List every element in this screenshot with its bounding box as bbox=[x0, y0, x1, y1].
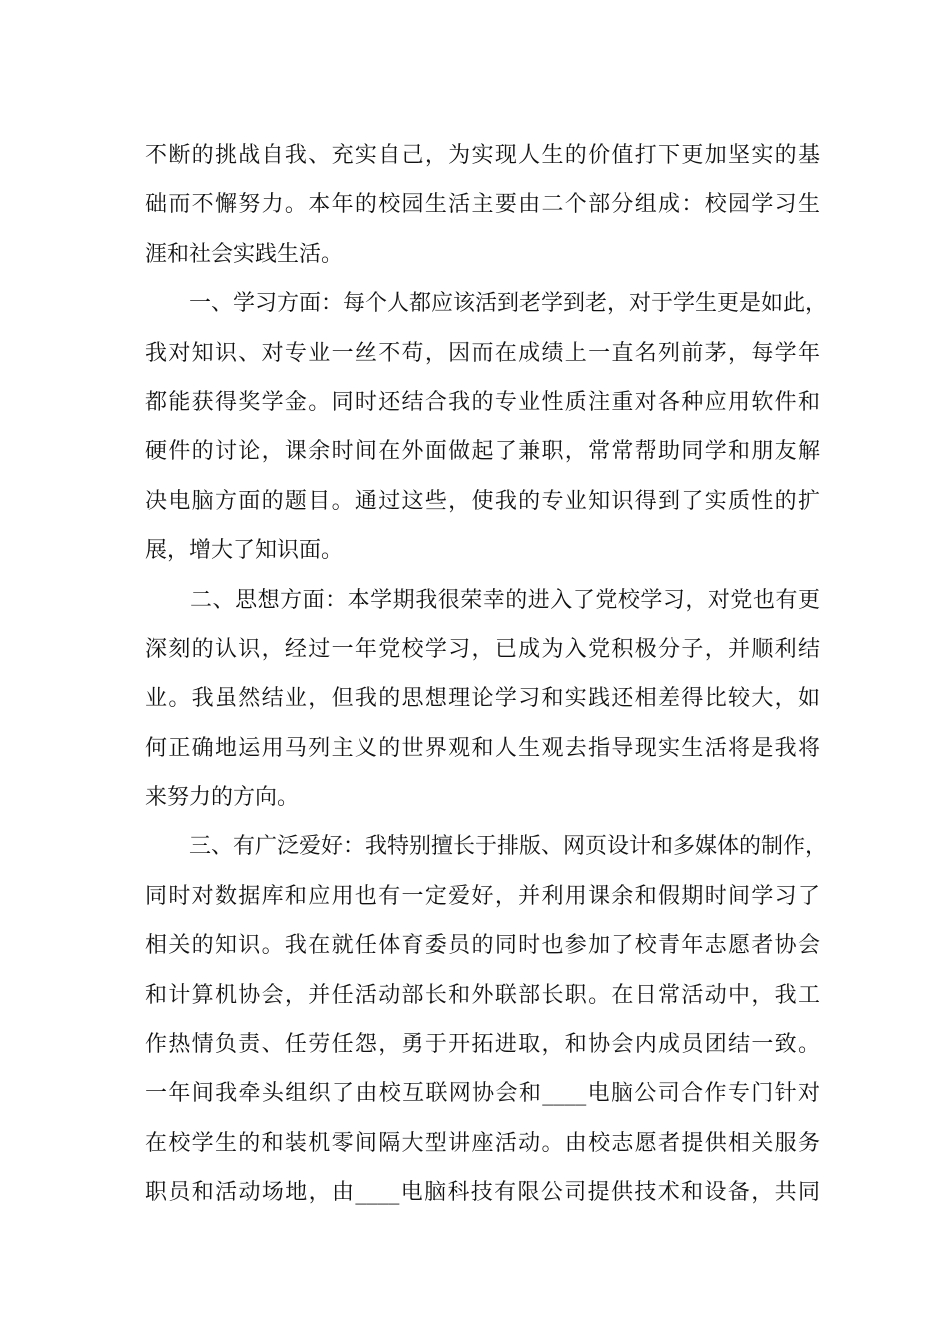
paragraph-hobbies bbox=[145, 822, 828, 1217]
text-line: 业。我虽然结业，但我的思想理论学习和实践还相差得比较大，如 bbox=[145, 686, 820, 712]
text-line: 展，增大了知识面。 bbox=[145, 538, 344, 564]
text-line: 我对知识、对专业一丝不苟，因而在成绩上一直名列前茅，每学年 bbox=[145, 340, 820, 366]
text-line: 一年间我牵头组织了由校互联网协会和____电脑公司合作专门针对 bbox=[145, 1081, 820, 1107]
text-line: 一、学习方面：每个人都应该活到老学到老，对于学生更是如此， bbox=[145, 291, 828, 317]
document-body bbox=[145, 131, 828, 1218]
text-line: 同时对数据库和应用也有一定爱好，并利用课余和假期时间学习了 bbox=[145, 883, 820, 909]
text-line: 三、有广泛爱好：我特别擅长于排版、网页设计和多媒体的制作， bbox=[145, 834, 828, 860]
text-line: 二、思想方面：本学期我很荣幸的进入了党校学习，对党也有更 bbox=[145, 587, 820, 613]
text-line: 硬件的讨论，课余时间在外面做起了兼职，常常帮助同学和朋友解 bbox=[145, 439, 820, 465]
text-line: 和计算机协会，并任活动部长和外联部长职。在日常活动中，我工 bbox=[145, 982, 820, 1008]
paragraph-thought bbox=[145, 576, 820, 823]
text-line: 来努力的方向。 bbox=[145, 785, 300, 811]
text-line: 作热情负责、任劳任怨，勇于开拓进取，和协会内成员团结一致。 bbox=[145, 1032, 820, 1058]
text-line: 都能获得奖学金。同时还结合我的专业性质注重对各种应用软件和 bbox=[145, 389, 820, 415]
text-line: 决电脑方面的题目。通过这些，使我的专业知识得到了实质性的扩 bbox=[145, 488, 820, 514]
paragraph-intro bbox=[145, 131, 820, 279]
paragraph-study bbox=[145, 279, 828, 575]
text-line: 何正确地运用马列主义的世界观和人生观去指导现实生活将是我将 bbox=[145, 735, 820, 761]
text-line: 础而不懈努力。本年的校园生活主要由二个部分组成：校园学习生 bbox=[145, 192, 820, 218]
text-line: 相关的知识。我在就任体育委员的同时也参加了校青年志愿者协会 bbox=[145, 933, 820, 959]
text-line: 涯和社会实践生活。 bbox=[145, 241, 344, 267]
text-line: 深刻的认识，经过一年党校学习，已成为入党积极分子，并顺利结 bbox=[145, 636, 820, 662]
text-line: 职员和活动场地，由____电脑科技有限公司提供技术和设备，共同 bbox=[145, 1180, 820, 1206]
text-line: 在校学生的和装机零间隔大型讲座活动。由校志愿者提供相关服务 bbox=[145, 1130, 820, 1156]
text-line: 不断的挑战自我、充实自己，为实现人生的价值打下更加坚实的基 bbox=[145, 143, 820, 168]
